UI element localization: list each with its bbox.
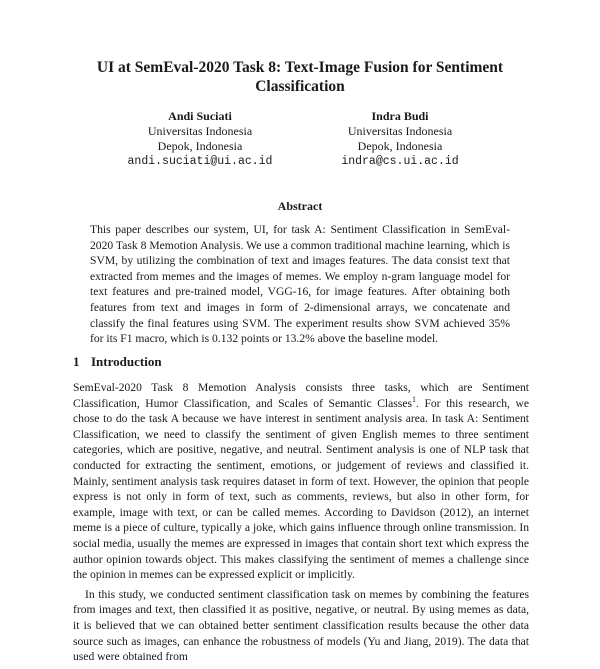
author-location: Depok, Indonesia bbox=[357, 139, 443, 153]
paragraph: In this study, we conducted sentiment classification task on memes by combining the features from images and text, then classified it as positive, negative, or neutral. By using memes as data, it is believed that we can obtained better sentiment classification results because the other data source such as images, can enhance the robustness of models (Yu and Jiang, 2019). The data that used were obtained from bbox=[73, 587, 529, 664]
footnote-marker: 1 bbox=[411, 394, 416, 404]
paper-title: UI at SemEval-2020 Task 8: Text-Image Fusion for Sentiment Classification bbox=[96, 59, 504, 95]
author-block bbox=[290, 109, 510, 169]
author-email: indra@cs.ui.ac.id bbox=[341, 155, 459, 168]
paragraph-text: . For this research, we chose to do the task A because we have interest in sentiment analysis area. In task A: Sentiment Classification, we need to classify the sentiment of given English memes to three sentiment categories, which are positive, negative, and neutral. Sentiment analysis is one of NLP task that conducted for extracting the sentiment, emotions, or judgement of reviews and classified it. Mainly, sentiment analysis task requires dataset in form of text. However, the opinion that people express is not only in form of text, such as comments, reviews, but also in other form, for example, image with text, or can be called memes. According to Davidson (2012), an internet meme is a piece of culture, typically a joke, which gains influence through online transmission. In social media, usually the memes are expressed in images that contain short text which express the author opinion towards object. This makes classifying the sentiment of memes a challenge since the opinion in memes can be expressed explicit or implicitly. bbox=[73, 396, 529, 582]
abstract-heading: Abstract bbox=[277, 199, 323, 213]
section-title: Introduction bbox=[91, 354, 162, 369]
section-number: 1 bbox=[73, 354, 80, 369]
abstract-text: This paper describes our system, UI, for task A: Sentiment Classification in SemEval-2020 Task 8 Memotion Analysis. We use a common traditional machine learning, which is SVM, by utilizing the combination of text and images features. The data consist text that extracted from memes and the images of memes. We employ n-gram language model for text features and pre-trained model, VGG-16, for image features. After obtaining both features from text and images in form of 2-dimensional arrays, we concatenate and classify the final features using SVM. The experiment results show SVM achieved 35% for its F1 macro, which is 0.132 points or 13.2% above the baseline model. bbox=[90, 223, 510, 346]
author-affiliation: Universitas Indonesia bbox=[147, 124, 253, 138]
author-name: Indra Budi bbox=[371, 109, 429, 123]
author-location: Depok, Indonesia bbox=[157, 139, 243, 153]
author-affiliation: Universitas Indonesia bbox=[347, 124, 453, 138]
author-name: Andi Suciati bbox=[168, 109, 232, 123]
section-body bbox=[73, 380, 529, 669]
section-heading bbox=[73, 354, 162, 370]
paragraph-text: SemEval-2020 Task 8 Memotion Analysis consists three tasks, which are Sentiment Classification, Humor Classification, and Scales of Semantic Classes bbox=[73, 381, 529, 410]
author-email: andi.suciati@ui.ac.id bbox=[127, 155, 273, 168]
author-block bbox=[90, 109, 310, 169]
paragraph bbox=[73, 380, 529, 583]
